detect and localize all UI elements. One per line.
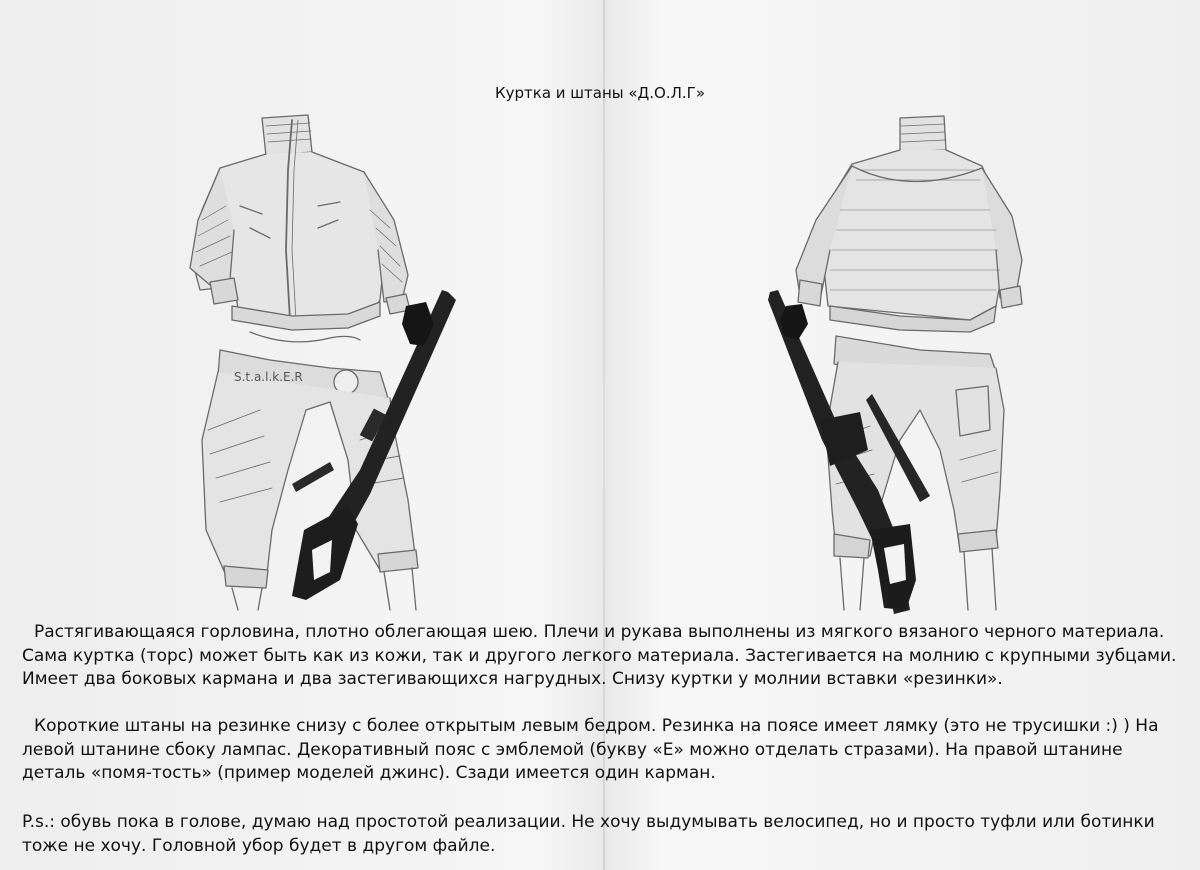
description-paragraph-pants — [22, 715, 1187, 786]
paragraph-text: Растягивающаяся горловина, плотно облегающая шею. Плечи и рукава выполнены из мягкого вязаного черного материала. Сама куртка (торс) может быть как из кожи, так и другого легкого материала. Застегивается на молнию с крупными зубцами. Имеет два боковых кармана и два застегивающихся нагрудных. Снизу куртки у молнии вставки «резинки». — [22, 622, 1177, 689]
description-paragraph-ps — [22, 811, 1187, 858]
front-view-sketch — [180, 110, 480, 615]
description-paragraph-jacket — [22, 621, 1187, 692]
paragraph-text: Короткие штаны на резинке снизу с более открытым левым бедром. Резинка на поясе имеет лямку (это не трусишки :) ) На левой штанине сбоку лампас. Декоративный пояс с эмблемой (букву «Е» можно отделать стразами). На правой штанине деталь «помя-тость» (пример моделей джинс). Сзади имеется один карман. — [22, 716, 1159, 783]
belt-lettering: S.t.a.l.k.E.R — [234, 370, 303, 384]
back-view-sketch — [760, 110, 1050, 615]
paragraph-text: P.s.: обувь пока в голове, думаю над простотой реализации. Не хочу выдумывать велосипед, но и просто туфли или ботинки тоже не хочу. Головной убор будет в другом файле. — [22, 812, 1155, 856]
page-title: Куртка и штаны «Д.О.Л.Г» — [494, 84, 705, 102]
